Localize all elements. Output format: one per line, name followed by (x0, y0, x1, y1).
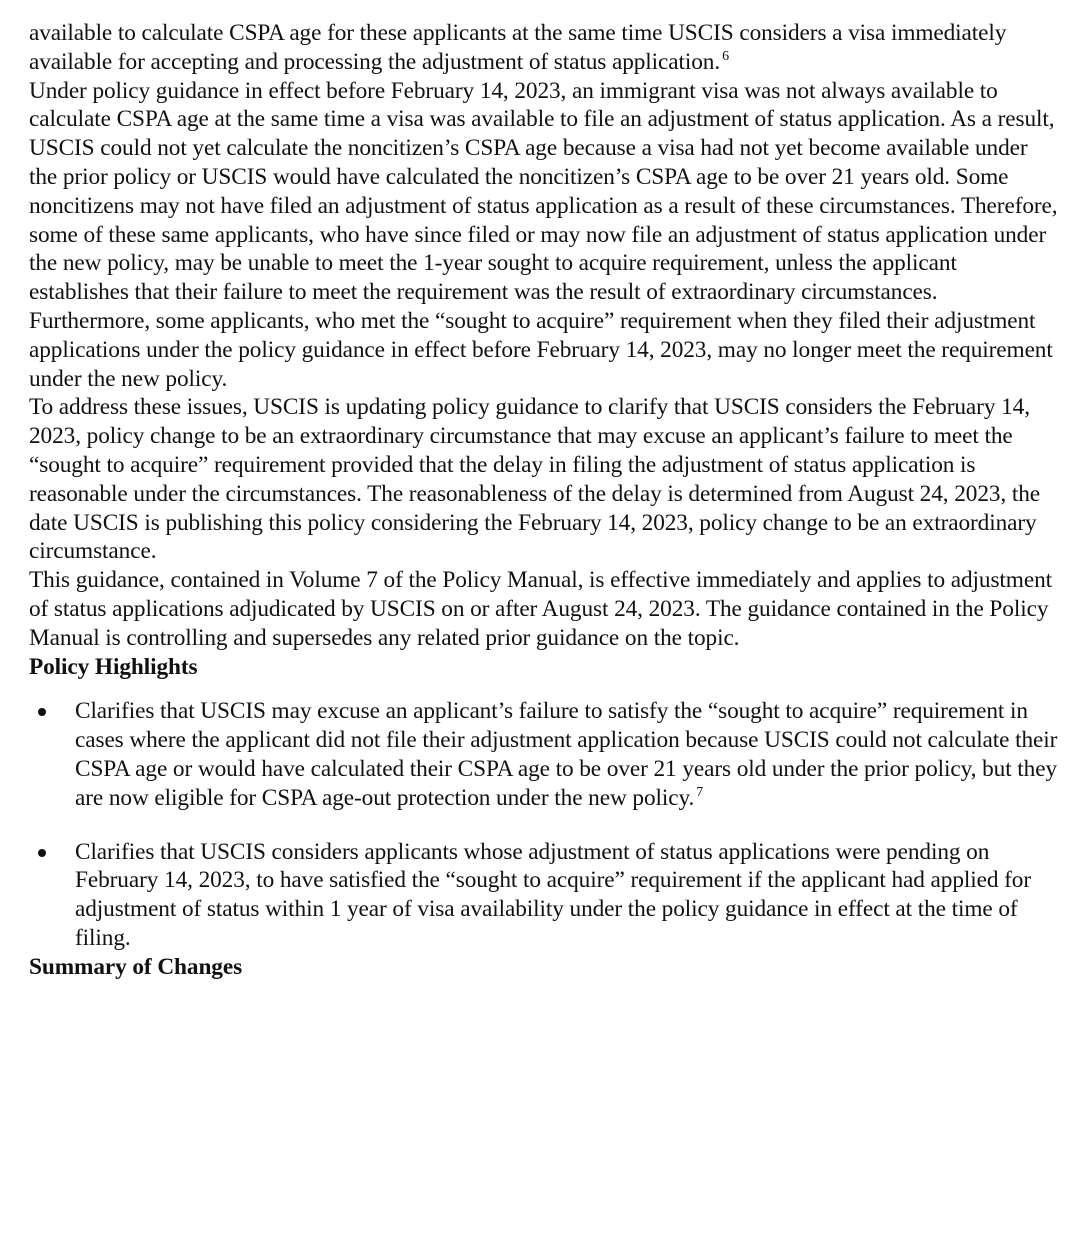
policy-highlights-heading: Policy Highlights (29, 653, 198, 680)
bullet-icon (38, 849, 46, 857)
policy-highlights-list (29, 697, 1059, 952)
footnote-ref-6[interactable]: 6 (722, 48, 729, 64)
document-page (29, 19, 1059, 982)
list-item-text: Clarifies that USCIS considers applicants whose adjustment of status applications were pending on February 14, 2023, to have satisfied the “sought to acquire” requirement if the applicant had applied for adjustment of status within 1 year of visa availability under the policy guidance in effect at the time of filing. (75, 838, 1032, 951)
paragraph-text: available to calculate CSPA age for these applicants at the same time USCIS considers a visa immediately available for accepting and processing the adjustment of status application. (29, 20, 1007, 75)
footnote-ref-7[interactable]: 7 (696, 784, 704, 800)
list-item (29, 838, 1059, 953)
list-item (29, 697, 1059, 812)
summary-of-changes-heading: Summary of Changes (29, 953, 243, 980)
paragraph-guidance-effective: This guidance, contained in Volume 7 of the Policy Manual, is effective immediately and applies to adjustment of status applications adjudicated by USCIS on or after August 24, 2023. The guidance contained in the Policy Manual is controlling and supersedes any related prior guidance on the topic. (29, 567, 1052, 651)
paragraph-prior-policy: Under policy guidance in effect before February 14, 2023, an immigrant visa was not always available to calculate CSPA age at the same time a visa was available to file an adjustment of status application. As a result, USCIS could not yet calculate the noncitizen’s CSPA age because a visa had not yet become available under the prior policy or USCIS would have calculated the noncitizen’s CSPA age to be over 21 years old. Some noncitizens may not have filed an adjustment of status application as a result of these circumstances. Therefore, some of these same applicants, who have since filed or may now file an adjustment of status application under the new policy, may be unable to meet the 1-year sought to acquire requirement, unless the applicant establishes that their failure to meet the requirement was the result of extraordinary circumstances. (29, 77, 1058, 306)
bullet-icon (38, 708, 46, 716)
paragraph-address-issues: To address these issues, USCIS is updating policy guidance to clarify that USCIS considers the February 14, 2023, policy change to be an extraordinary circumstance that may excuse an applicant’s failure to meet the “sought to acquire” requirement provided that the delay in filing the adjustment of status application is reasonable under the circumstances. The reasonableness of the delay is determined from August 24, 2023, the date USCIS is publishing this policy considering the February 14, 2023, policy change to be an extraordinary circumstance. (29, 394, 1041, 565)
list-item-text: Clarifies that USCIS may excuse an applicant’s failure to satisfy the “sought to acquire” requirement in cases where the applicant did not file their adjustment application because USCIS could not calculate their CSPA age or would have calculated their CSPA age to be over 21 years old under the prior policy, but they are now eligible for CSPA age-out protection under the new policy. (75, 698, 1058, 811)
paragraph-furthermore: Furthermore, some applicants, who met the “sought to acquire” requirement when they filed their adjustment applications under the policy guidance in effect before February 14, 2023, may no longer meet the requirement under the new policy. (29, 307, 1053, 392)
paragraph-cspa-availability (29, 19, 1059, 77)
